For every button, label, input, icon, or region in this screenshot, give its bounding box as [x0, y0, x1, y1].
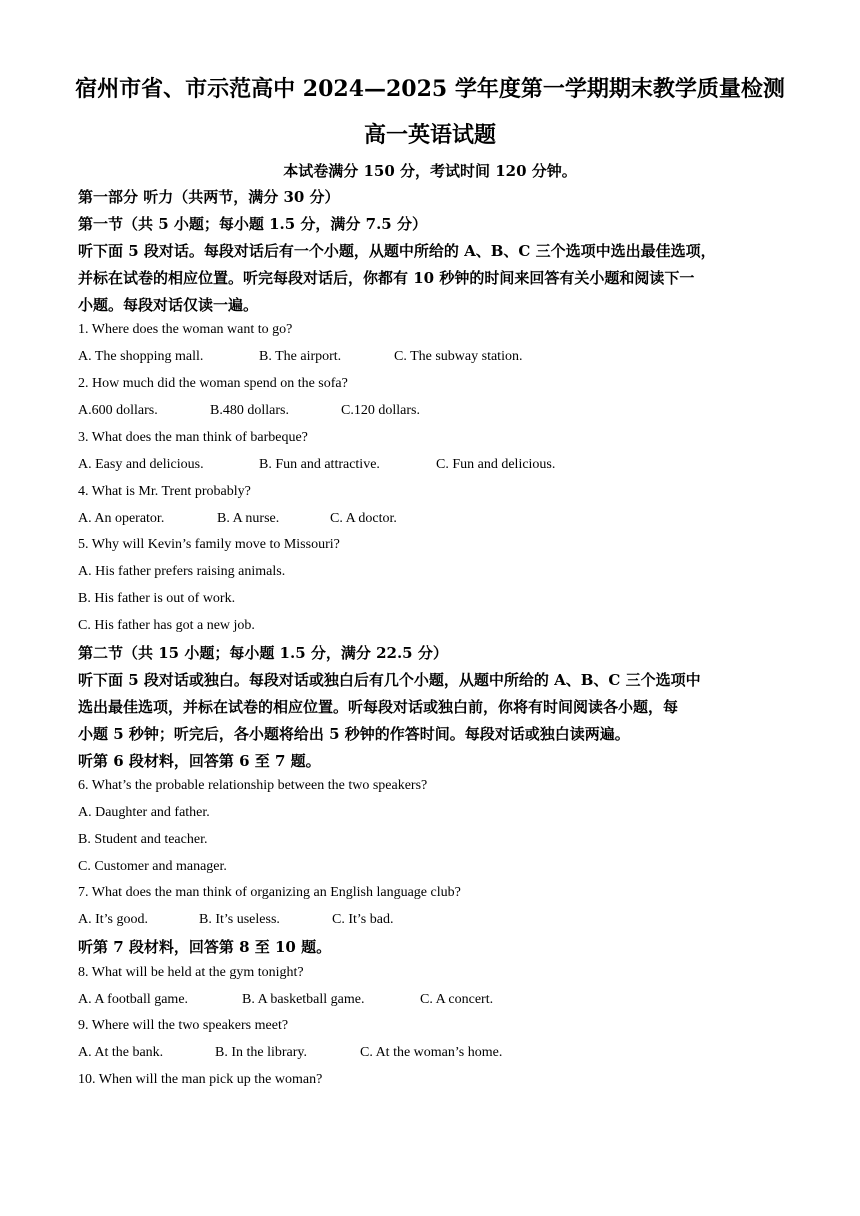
question-text: 4. What is Mr. Trent probably? [78, 484, 251, 499]
option-b: B. In the library. [215, 1045, 308, 1060]
question-text: 7. What does the man think of organizing an English language club? [78, 885, 461, 900]
section2-instruction-line: 听下面 5 段对话或独白。每段对话或独白后有几个小题，从题中所给的 A、B、C 三个选项中 [78, 671, 701, 689]
option-c: C. A doctor. [330, 511, 397, 526]
section1-instruction-line: 小题。每段对话仅读一遍。 [78, 296, 259, 314]
question-text: 2. How much did the woman spend on the sofa? [78, 376, 348, 391]
option-b: B. His father is out of work. [78, 591, 236, 606]
exam-note: 本试卷满分 150 分，考试时间 120 分钟。 [283, 162, 577, 180]
question-text: 6. What’s the probable relationship between the two speakers? [78, 778, 428, 793]
option-b: B. Fun and attractive. [259, 457, 380, 472]
question-text: 1. Where does the woman want to go? [78, 322, 293, 337]
section2-instruction-line: 选出最佳选项，并标在试卷的相应位置。听每段对话或独白前，你将有时间阅读各小题，每 [78, 698, 679, 716]
option-b: B.480 dollars. [210, 403, 289, 418]
exam-subject: 高一英语试题 [363, 122, 496, 148]
option-c: C.120 dollars. [341, 403, 420, 418]
option-c: C. At the woman’s home. [360, 1045, 503, 1060]
option-c: C. Fun and delicious. [436, 457, 556, 472]
option-a: A.600 dollars. [78, 403, 158, 418]
option-a: A. A football game. [78, 992, 189, 1007]
option-b: B. Student and teacher. [78, 832, 208, 847]
question-text: 8. What will be held at the gym tonight? [78, 965, 304, 980]
option-c: C. His father has got a new job. [78, 618, 255, 633]
option-b: B. The airport. [259, 349, 342, 364]
option-a: A. An operator. [78, 511, 165, 526]
question-text: 3. What does the man think of barbeque? [78, 430, 308, 445]
section1-instruction-line: 听下面 5 段对话。每段对话后有一个小题，从题中所给的 A、B、C 三个选项中选出最佳选项， [78, 242, 716, 260]
option-b: B. A nurse. [217, 511, 280, 526]
exam-title: 宿州市省、市示范高中 2024—2025 学年度第一学期期末教学质量检测 [75, 76, 785, 102]
question-text: 10. When will the man pick up the woman? [78, 1072, 323, 1087]
option-b: B. It’s useless. [199, 912, 280, 927]
option-a: A. Easy and delicious. [78, 457, 204, 472]
option-a: A. His father prefers raising animals. [78, 564, 286, 579]
option-c: C. A concert. [420, 992, 494, 1007]
section2-heading: 第二节（共 15 小题；每小题 1.5 分，满分 22.5 分） [78, 644, 448, 662]
section1-instruction-line: 并标在试卷的相应位置。听完每段对话后，你都有 10 秒钟的时间来回答有关小题和阅读下一 [78, 269, 695, 287]
option-a: A. Daughter and father. [78, 805, 210, 820]
section2-instruction-line: 小题 5 秒钟；听完后，各小题将给出 5 秒钟的作答时间。每段对话或独白读两遍。 [78, 725, 630, 743]
material-heading: 听第 6 段材料，回答第 6 至 7 题。 [78, 752, 321, 770]
material-heading: 听第 7 段材料，回答第 8 至 10 题。 [78, 938, 332, 956]
question-text: 5. Why will Kevin’s family move to Missouri? [78, 537, 340, 552]
option-c: C. The subway station. [394, 349, 523, 364]
option-a: A. At the bank. [78, 1045, 164, 1060]
option-b: B. A basketball game. [242, 992, 365, 1007]
option-a: A. The shopping mall. [78, 349, 204, 364]
part1-heading: 第一部分 听力（共两节，满分 30 分） [78, 188, 340, 206]
option-a: A. It’s good. [78, 912, 148, 927]
section1-heading: 第一节（共 5 小题；每小题 1.5 分，满分 7.5 分） [78, 215, 427, 233]
option-c: C. It’s bad. [332, 912, 394, 927]
question-text: 9. Where will the two speakers meet? [78, 1018, 289, 1033]
option-c: C. Customer and manager. [78, 859, 227, 874]
